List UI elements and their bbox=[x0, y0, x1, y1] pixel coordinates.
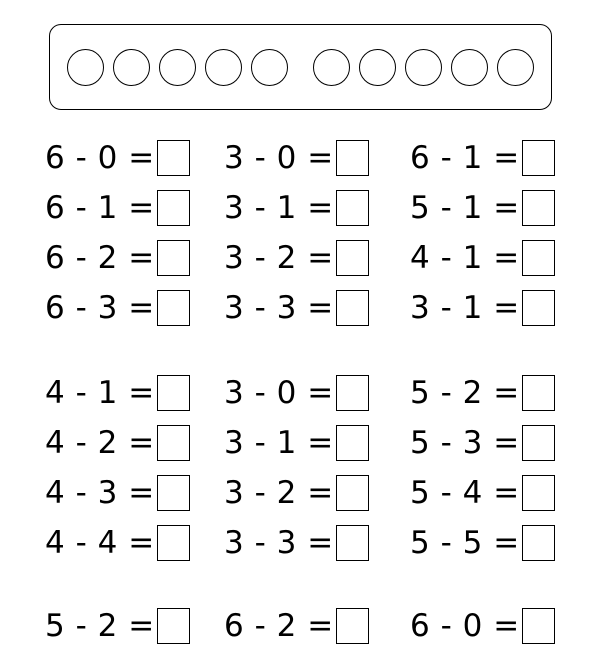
problem-expression: 5 - 2 = bbox=[410, 375, 520, 411]
problem-expression: 3 - 3 = bbox=[224, 525, 334, 561]
problem-expression: 3 - 1 = bbox=[224, 425, 334, 461]
answer-box[interactable] bbox=[522, 425, 555, 461]
answer-box[interactable] bbox=[522, 240, 555, 276]
problem-expression: 3 - 0 = bbox=[224, 375, 334, 411]
counting-circle-8 bbox=[405, 49, 442, 86]
answer-box[interactable] bbox=[336, 525, 369, 561]
problem-expression: 6 - 2 = bbox=[45, 240, 155, 276]
answer-box[interactable] bbox=[522, 140, 555, 176]
problem-expression: 3 - 3 = bbox=[224, 290, 334, 326]
problem-expression: 6 - 3 = bbox=[45, 290, 155, 326]
answer-box[interactable] bbox=[157, 240, 190, 276]
problem-expression: 5 - 2 = bbox=[45, 608, 155, 644]
problem-expression: 5 - 1 = bbox=[410, 190, 520, 226]
counting-circle-9 bbox=[451, 49, 488, 86]
problem-expression: 4 - 1 = bbox=[45, 375, 155, 411]
problem-expression: 3 - 1 = bbox=[224, 190, 334, 226]
answer-box[interactable] bbox=[336, 425, 369, 461]
counting-circle-4 bbox=[205, 49, 242, 86]
answer-box[interactable] bbox=[157, 608, 190, 644]
problem-expression: 6 - 1 = bbox=[45, 190, 155, 226]
problem-expression: 4 - 1 = bbox=[410, 240, 520, 276]
answer-box[interactable] bbox=[336, 140, 369, 176]
problem-expression: 3 - 2 = bbox=[224, 240, 334, 276]
problem-expression: 3 - 2 = bbox=[224, 475, 334, 511]
answer-box[interactable] bbox=[157, 375, 190, 411]
problem-expression: 3 - 0 = bbox=[224, 140, 334, 176]
answer-box[interactable] bbox=[336, 475, 369, 511]
counting-circle-1 bbox=[67, 49, 104, 86]
answer-box[interactable] bbox=[522, 475, 555, 511]
answer-box[interactable] bbox=[157, 475, 190, 511]
answer-box[interactable] bbox=[336, 290, 369, 326]
counting-circle-7 bbox=[359, 49, 396, 86]
problem-expression: 6 - 0 = bbox=[410, 608, 520, 644]
answer-box[interactable] bbox=[336, 240, 369, 276]
problem-expression: 4 - 4 = bbox=[45, 525, 155, 561]
problem-expression: 6 - 0 = bbox=[45, 140, 155, 176]
answer-box[interactable] bbox=[522, 290, 555, 326]
answer-box[interactable] bbox=[157, 525, 190, 561]
problem-expression: 4 - 3 = bbox=[45, 475, 155, 511]
answer-box[interactable] bbox=[157, 290, 190, 326]
answer-box[interactable] bbox=[336, 375, 369, 411]
problem-expression: 5 - 5 = bbox=[410, 525, 520, 561]
answer-box[interactable] bbox=[522, 608, 555, 644]
answer-box[interactable] bbox=[336, 190, 369, 226]
answer-box[interactable] bbox=[522, 375, 555, 411]
problem-expression: 3 - 1 = bbox=[410, 290, 520, 326]
answer-box[interactable] bbox=[336, 608, 369, 644]
counting-circle-10 bbox=[497, 49, 534, 86]
problem-expression: 5 - 4 = bbox=[410, 475, 520, 511]
counting-circle-2 bbox=[113, 49, 150, 86]
problem-expression: 5 - 3 = bbox=[410, 425, 520, 461]
answer-box[interactable] bbox=[522, 525, 555, 561]
answer-box[interactable] bbox=[522, 190, 555, 226]
answer-box[interactable] bbox=[157, 190, 190, 226]
problem-expression: 6 - 2 = bbox=[224, 608, 334, 644]
answer-box[interactable] bbox=[157, 425, 190, 461]
counting-circle-3 bbox=[159, 49, 196, 86]
problem-expression: 6 - 1 = bbox=[410, 140, 520, 176]
counting-circle-6 bbox=[313, 49, 350, 86]
answer-box[interactable] bbox=[157, 140, 190, 176]
problem-expression: 4 - 2 = bbox=[45, 425, 155, 461]
counting-circle-5 bbox=[251, 49, 288, 86]
